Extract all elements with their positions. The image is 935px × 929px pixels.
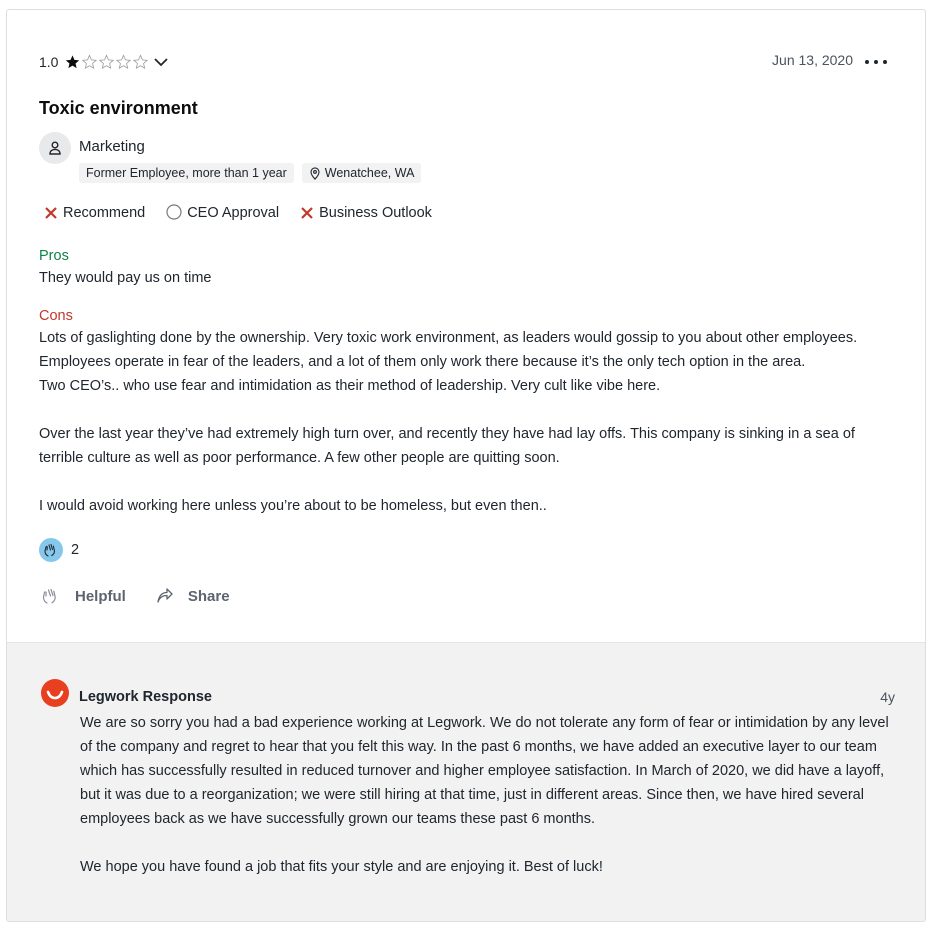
cons-line: Lots of gaslighting done by the ownership. Very toxic work environment, as leaders would gossip to you about other employees. bbox=[39, 330, 858, 346]
review-date: Jun 13, 2020 bbox=[772, 52, 853, 68]
employment-tag bbox=[79, 163, 294, 183]
cons-line: Employees operate in fear of the leaders, and a lot of them only work there because it’s the only tech option in the area. bbox=[39, 354, 806, 370]
star-empty-icon bbox=[132, 54, 149, 70]
review-actions bbox=[41, 586, 230, 606]
more-icon[interactable] bbox=[865, 56, 887, 68]
recommend-rating bbox=[43, 205, 145, 221]
response-line: We hope you have found a job that fits your style and are enjoying it. Best of luck! bbox=[80, 859, 603, 875]
star-filled-icon bbox=[64, 54, 81, 70]
helpful-label: Helpful bbox=[75, 587, 126, 605]
business-outlook-rating bbox=[299, 205, 432, 221]
share-button[interactable] bbox=[156, 586, 230, 606]
response-age: 4y bbox=[880, 689, 895, 705]
response-line: which has successfully resulted in reduced turnover and higher employee satisfaction. In March of 2020, we did have a layoff, bbox=[80, 763, 885, 779]
rating-value: 1.0 bbox=[39, 54, 59, 70]
cons-line bbox=[39, 470, 899, 494]
x-icon bbox=[299, 205, 315, 221]
cons-label: Cons bbox=[39, 308, 73, 324]
review-title: Toxic environment bbox=[39, 98, 198, 118]
employer-response bbox=[7, 642, 926, 922]
rating-row bbox=[39, 52, 169, 72]
pros-label: Pros bbox=[39, 248, 69, 264]
employment-tag-label: Former Employee, more than 1 year bbox=[86, 166, 287, 180]
clapping-hands-icon bbox=[41, 586, 61, 606]
pros-text: They would pay us on time bbox=[39, 270, 212, 286]
reviewer-tags bbox=[79, 163, 421, 183]
response-line: We are so sorry you had a bad experience working at Legwork. We do not tolerate any form of fear or intimidation by any level bbox=[80, 715, 889, 731]
star-empty-icon bbox=[115, 54, 132, 70]
business-outlook-label: Business Outlook bbox=[319, 205, 432, 221]
helpful-count-value: 2 bbox=[71, 542, 80, 558]
cons-line: terrible culture as well as poor performance. A few other people are quitting soon. bbox=[39, 450, 560, 466]
x-icon bbox=[43, 205, 59, 221]
cons-line: I would avoid working here unless you’re about to be homeless, but even then.. bbox=[39, 498, 547, 514]
sub-ratings bbox=[43, 204, 432, 222]
user-icon bbox=[39, 132, 71, 164]
share-label: Share bbox=[187, 587, 230, 605]
response-line: but it was due to a reorganization; we were still hiring at that time, just in different areas. Since then, we have hired several bbox=[80, 787, 864, 803]
response-text bbox=[80, 711, 910, 879]
circle-icon bbox=[165, 204, 183, 222]
location-tag-label: Wenatchee, WA bbox=[324, 166, 415, 180]
cons-text bbox=[39, 326, 899, 518]
cons-line bbox=[39, 398, 899, 422]
response-title: Legwork Response bbox=[79, 689, 212, 705]
job-title: Marketing bbox=[79, 138, 145, 155]
helpful-count bbox=[39, 538, 79, 562]
legwork-logo bbox=[41, 679, 69, 707]
share-icon bbox=[156, 587, 174, 605]
helpful-button[interactable] bbox=[41, 586, 126, 606]
ceo-approval-label: CEO Approval bbox=[187, 205, 280, 221]
response-line: employees back as we have successfully grown our teams these past 6 months. bbox=[80, 811, 596, 827]
location-pin-icon bbox=[309, 167, 321, 180]
recommend-label: Recommend bbox=[63, 205, 146, 221]
chevron-down-icon[interactable] bbox=[153, 54, 169, 70]
star-rating bbox=[64, 54, 149, 70]
star-empty-icon bbox=[81, 54, 98, 70]
cons-line: Over the last year they’ve had extremely high turn over, and recently they have had lay offs. This company is sinking in a sea of bbox=[39, 426, 855, 442]
response-line bbox=[80, 831, 910, 855]
ceo-approval-rating bbox=[165, 204, 279, 222]
star-empty-icon bbox=[98, 54, 115, 70]
location-tag bbox=[302, 163, 422, 183]
clapping-hands-icon bbox=[39, 538, 63, 562]
cons-line: Two CEO’s.. who use fear and intimidation as their method of leadership. Very cult like vibe here. bbox=[39, 378, 661, 394]
review-card bbox=[6, 9, 926, 922]
response-line: of the company and regret to hear that you felt this way. In the past 6 months, we have added an executive layer to our team bbox=[80, 739, 877, 755]
